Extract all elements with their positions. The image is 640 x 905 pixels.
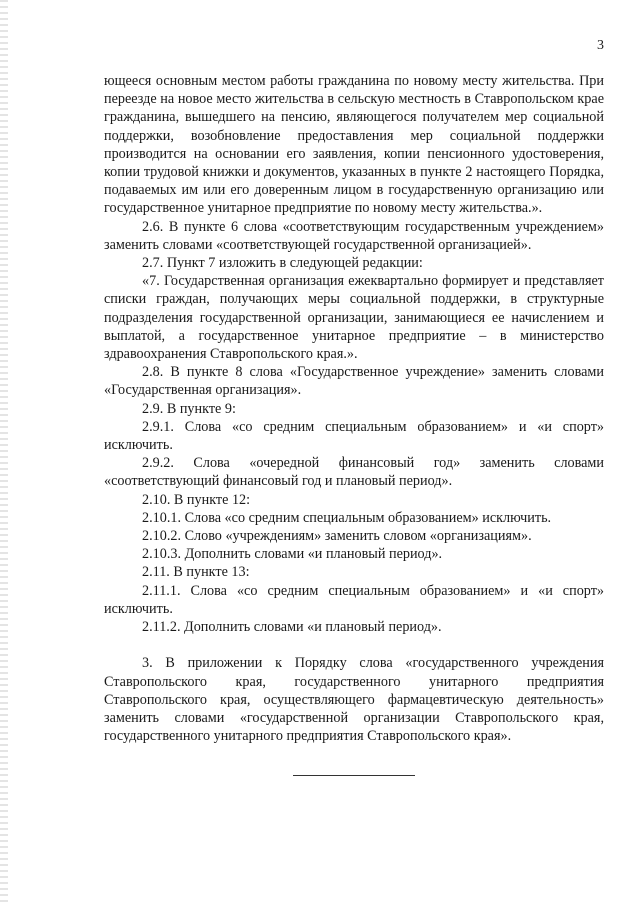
paragraph-2-9: 2.9. В пункте 9: — [142, 400, 236, 417]
paragraph-quoted-7: «7. Государственная организация ежеквартально формирует и представляет списки граждан, получающих меры социальной поддержки, в структурные подразделения государственной организации, занимающиеся ее начислением и выплатой, а государственное унитарное предприятие – в министерство здравоохранения Ставропольского края.». — [104, 273, 604, 363]
end-rule — [293, 775, 415, 776]
paragraph-2-11: 2.11. В пункте 13: — [142, 564, 250, 581]
paragraph-3: 3. В приложении к Порядку слова «государственного учреждения Ставропольского края, государственного унитарного предприятия Ставропольского края, осуществляющего фармацевтическую деятельность» заменить словами «государственной организации Ставропольского края, государственного унитарного предприятия Ставропольского края». — [104, 655, 604, 745]
scan-edge-marks — [0, 0, 8, 905]
paragraph-2-8: 2.8. В пункте 8 слова «Государственное учреждение» заменить словами «Государственная организация». — [104, 364, 604, 399]
paragraph-2-10: 2.10. В пункте 12: — [142, 491, 251, 508]
paragraph-2-11-1: 2.11.1. Слова «со средним специальным образованием» и «и спорт» исключить. — [104, 582, 604, 617]
paragraph-2-7: 2.7. Пункт 7 изложить в следующей редакции: — [142, 255, 423, 272]
document-body — [104, 72, 604, 745]
paragraph-2-9-1: 2.9.1. Слова «со средним специальным образованием» и «и спорт» исключить. — [104, 418, 604, 454]
paragraph-continuation: ющееся основным местом работы гражданина по новому месту жительства. При переезде на новое место жительства в сельскую местность в Ставропольском крае гражданина, вышедшего на пенсию, являющегося получателем мер социальной поддержки, возобновление предоставления мер социальной поддержки производится на основании его заявления, копии пенсионного удостоверения, копии трудовой книжки и документов, указанных в пункте 2 настоящего Порядка, подаваемых им или его доверенным лицом в государственную организацию или государственное унитарное предприятие по новому месту жительства.». — [104, 73, 604, 217]
paragraph-2-6: 2.6. В пункте 6 слова «соответствующим государственным учреждением» заменить словами «соответствующей государственной организацией». — [104, 218, 604, 253]
page-number: 3 — [597, 38, 604, 53]
paragraph-2-9-2: 2.9.2. Слова «очередной финансовый год» заменить словами «соответствующий финансовый год и плановый период». — [104, 455, 604, 490]
paragraph-2-11-2: 2.11.2. Дополнить словами «и плановый период». — [142, 619, 442, 636]
paragraph-2-10-1: 2.10.1. Слова «со средним специальным образованием» исключить. — [142, 509, 552, 526]
paragraph-2-10-3: 2.10.3. Дополнить словами «и плановый период». — [142, 546, 443, 563]
paragraph-2-10-2: 2.10.2. Слово «учреждениям» заменить словом «организациям». — [142, 528, 532, 545]
